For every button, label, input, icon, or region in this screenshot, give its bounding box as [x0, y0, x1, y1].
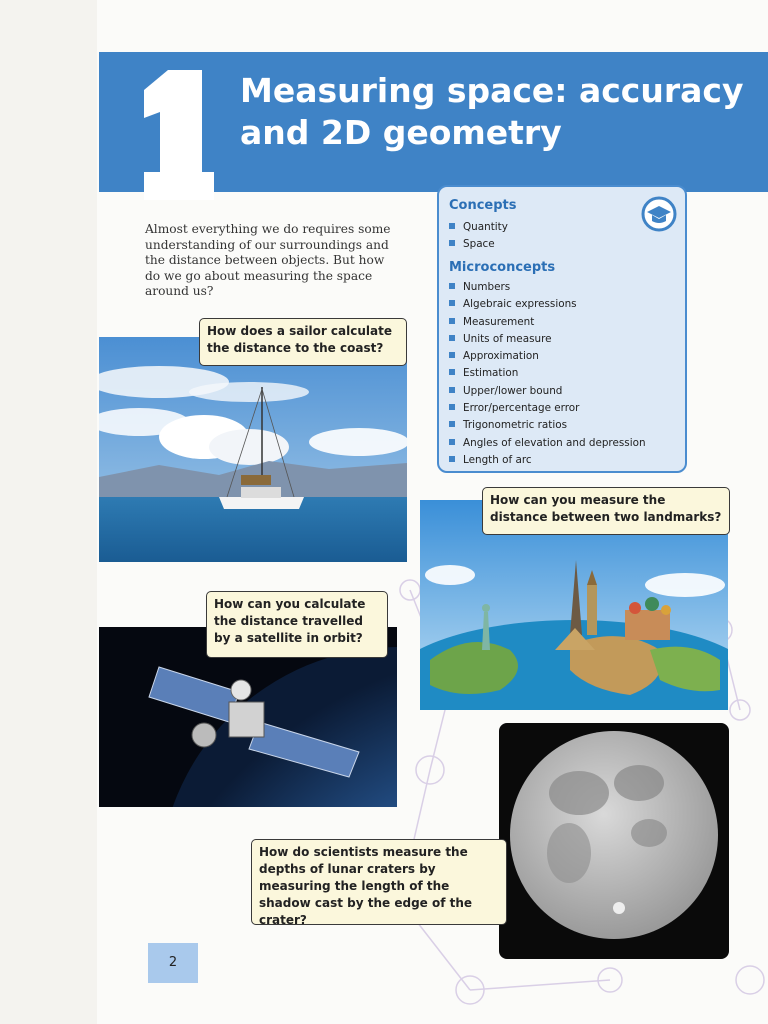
list-item: Trigonometric ratios: [449, 417, 646, 434]
concepts-list: [449, 219, 508, 254]
list-item: Measurement: [449, 314, 646, 331]
list-item: Length of arc: [449, 452, 646, 469]
list-item: Quantity: [449, 219, 508, 236]
list-item: Error/percentage error: [449, 400, 646, 417]
craters-question-callout: How do scientists measure the depths of lunar craters by measuring the length of the shadow cast by the edge of the crater?: [251, 839, 507, 925]
list-item: Space: [449, 236, 508, 253]
concepts-heading: Concepts: [449, 198, 517, 213]
chapter-number-graphic: [140, 60, 220, 200]
intro-paragraph: Almost everything we do requires some understanding of our surroundings and the distance between objects. But how do we go about measuring the space around us?: [145, 222, 391, 299]
list-item: Approximation: [449, 348, 646, 365]
concepts-box: [437, 185, 687, 473]
list-item: Upper/lower bound: [449, 383, 646, 400]
chapter-title-line-2: and 2D geometry: [240, 113, 562, 152]
chapter-number: 1: [179, 160, 181, 161]
graduation-cap-icon: [641, 196, 677, 232]
sailboat-photo: [99, 337, 407, 562]
list-item: Angles of elevation and depression: [449, 435, 646, 452]
moon-photo: [499, 723, 729, 959]
landmarks-question-callout: How can you measure the distance between two landmarks?: [482, 487, 730, 535]
list-item: Estimation: [449, 365, 646, 382]
page-number: 2: [148, 943, 198, 983]
microconcepts-heading: Microconcepts: [449, 260, 556, 275]
list-item: Algebraic expressions: [449, 296, 646, 313]
list-item: Numbers: [449, 279, 646, 296]
chapter-title-line-1: Measuring space: accuracy: [240, 71, 744, 110]
chapter-title: [240, 70, 760, 154]
microconcepts-list: [449, 279, 646, 469]
satellite-question-callout: How can you calculate the distance travelled by a satellite in orbit?: [206, 591, 388, 658]
list-item: Units of measure: [449, 331, 646, 348]
sailor-question-callout: How does a sailor calculate the distance to the coast?: [199, 318, 407, 366]
